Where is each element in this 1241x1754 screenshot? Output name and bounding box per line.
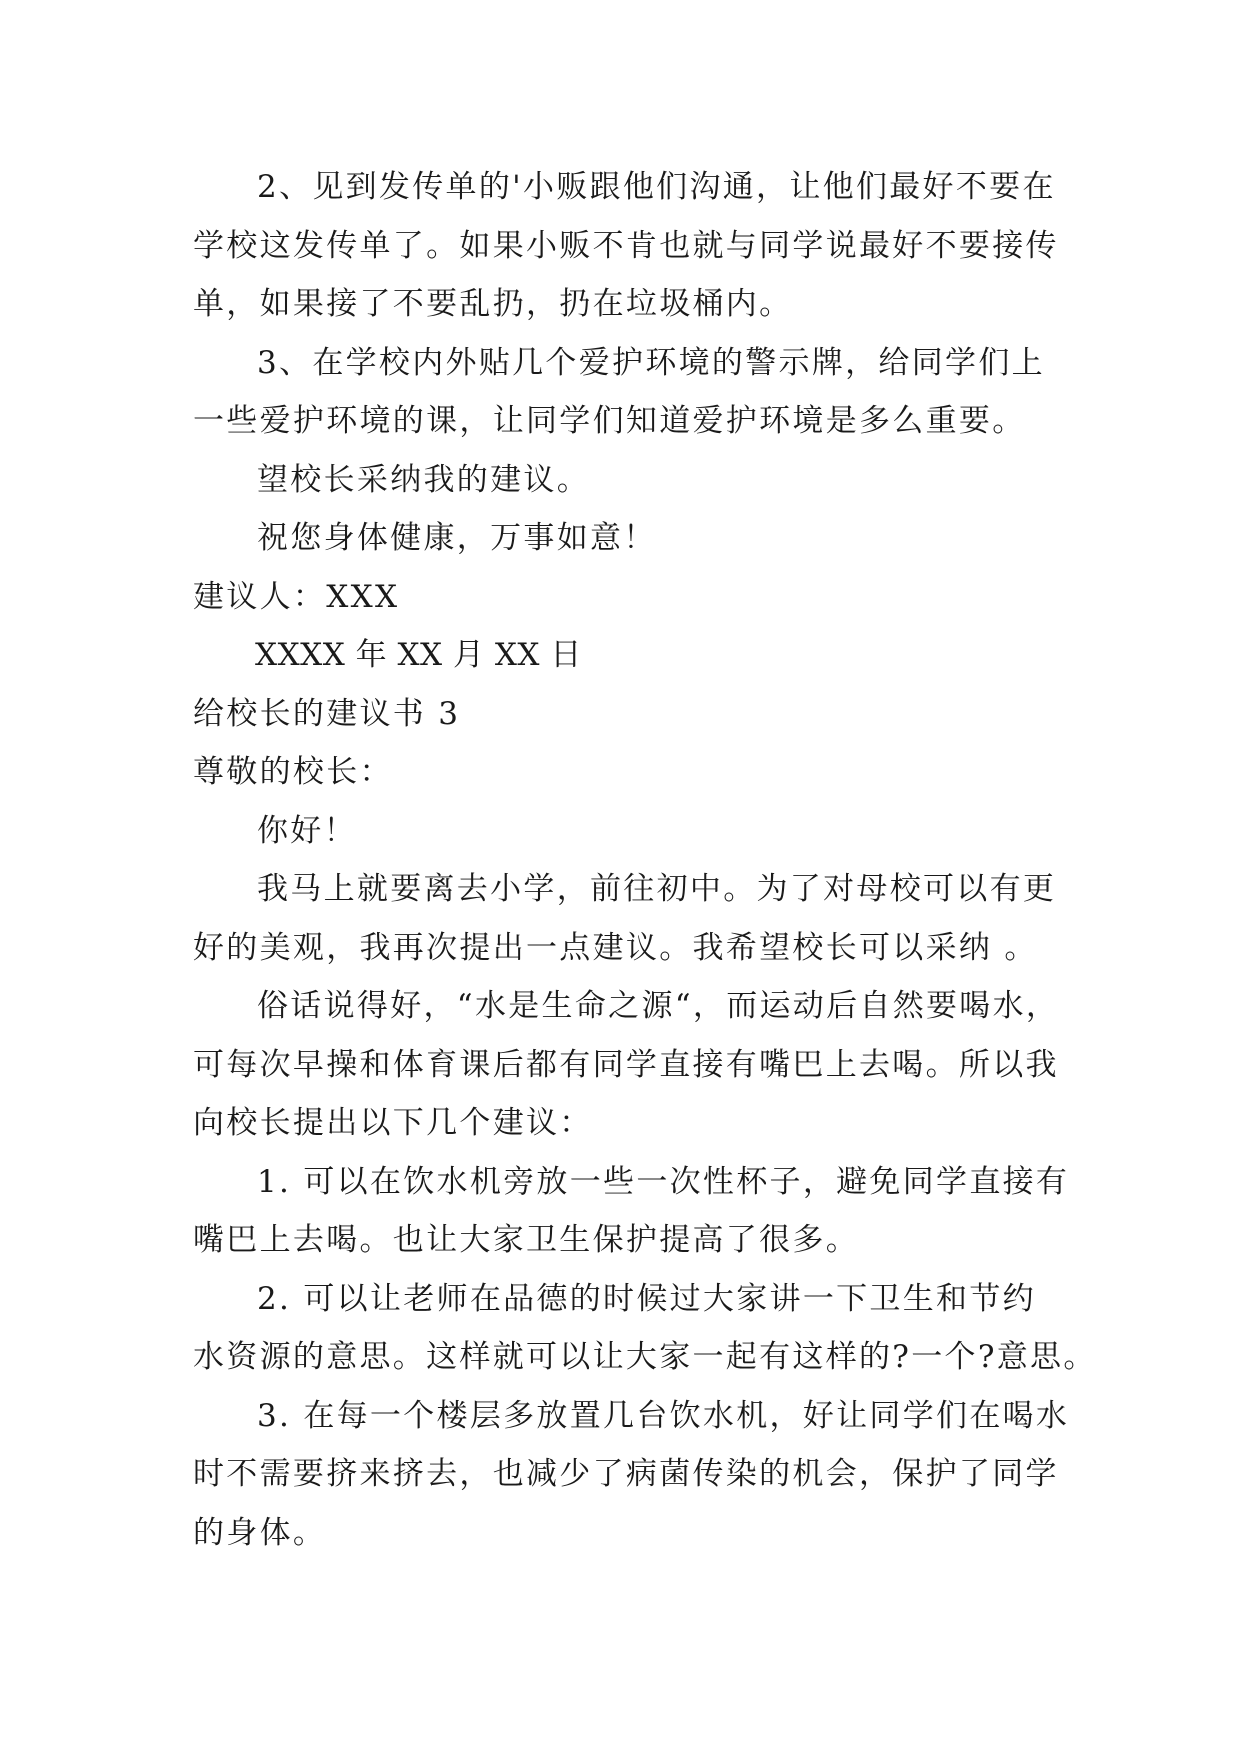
paragraph-line: 的身体。 <box>193 1514 327 1551</box>
paragraph-line: 望校长采纳我的建议。 <box>257 461 590 498</box>
paragraph-line: 3、在学校内外贴几个爱护环境的警示牌，给同学们上 <box>257 344 1045 381</box>
paragraph-line: 水资源的意思。这样就可以让大家一起有这样的?一个?意思。 <box>193 1339 1097 1375</box>
paragraph-line: 2. 可以让老师在品德的时候过大家讲一下卫生和节约 <box>257 1280 1036 1317</box>
paragraph-line: 1. 可以在饮水机旁放一些一次性杯子，避免同学直接有 <box>257 1163 1070 1200</box>
paragraph-line: 好的美观，我再次提出一点建议。我希望校长可以采纳 。 <box>193 929 1038 966</box>
closing-wish: 祝您身体健康，万事如意！ <box>257 520 657 556</box>
salutation: 尊敬的校长： <box>193 754 393 790</box>
paragraph-line: 一些爱护环境的课，让同学们知道爱护环境是多么重要。 <box>193 403 1026 439</box>
greeting: 你好！ <box>257 812 357 849</box>
paragraph-line: 嘴巴上去喝。也让大家卫生保护提高了很多。 <box>193 1222 859 1258</box>
paragraph-line: 俗话说得好，“水是生命之源“，而运动后自然要喝水， <box>257 988 1060 1024</box>
section-title: 给校长的建议书 3 <box>193 695 461 732</box>
paragraph-line: 时不需要挤来挤去，也减少了病菌传染的机会，保护了同学 <box>193 1456 1059 1492</box>
paragraph-line: 可每次早操和体育课后都有同学直接有嘴巴上去喝。所以我 <box>193 1046 1059 1083</box>
paragraph-line: 向校长提出以下几个建议： <box>193 1105 593 1141</box>
paragraph-line: 3. 在每一个楼层多放置几台饮水机，好让同学们在喝水 <box>257 1397 1070 1434</box>
document-body <box>193 158 1097 1562</box>
paragraph-line: 2、见到发传单的'小贩跟他们沟通，让他们最好不要在 <box>257 169 1056 205</box>
paragraph-line: 单，如果接了不要乱扔，扔在垃圾桶内。 <box>193 286 793 322</box>
paragraph-line: 学校这发传单了。如果小贩不肯也就与同学说最好不要接传 <box>193 227 1059 264</box>
paragraph-line: 我马上就要离去小学，前往初中。为了对母校可以有更 <box>257 871 1057 907</box>
date-line: XXXX 年 XX 月 XX 日 <box>255 637 582 673</box>
signature-line: 建议人：XXX <box>193 578 400 615</box>
